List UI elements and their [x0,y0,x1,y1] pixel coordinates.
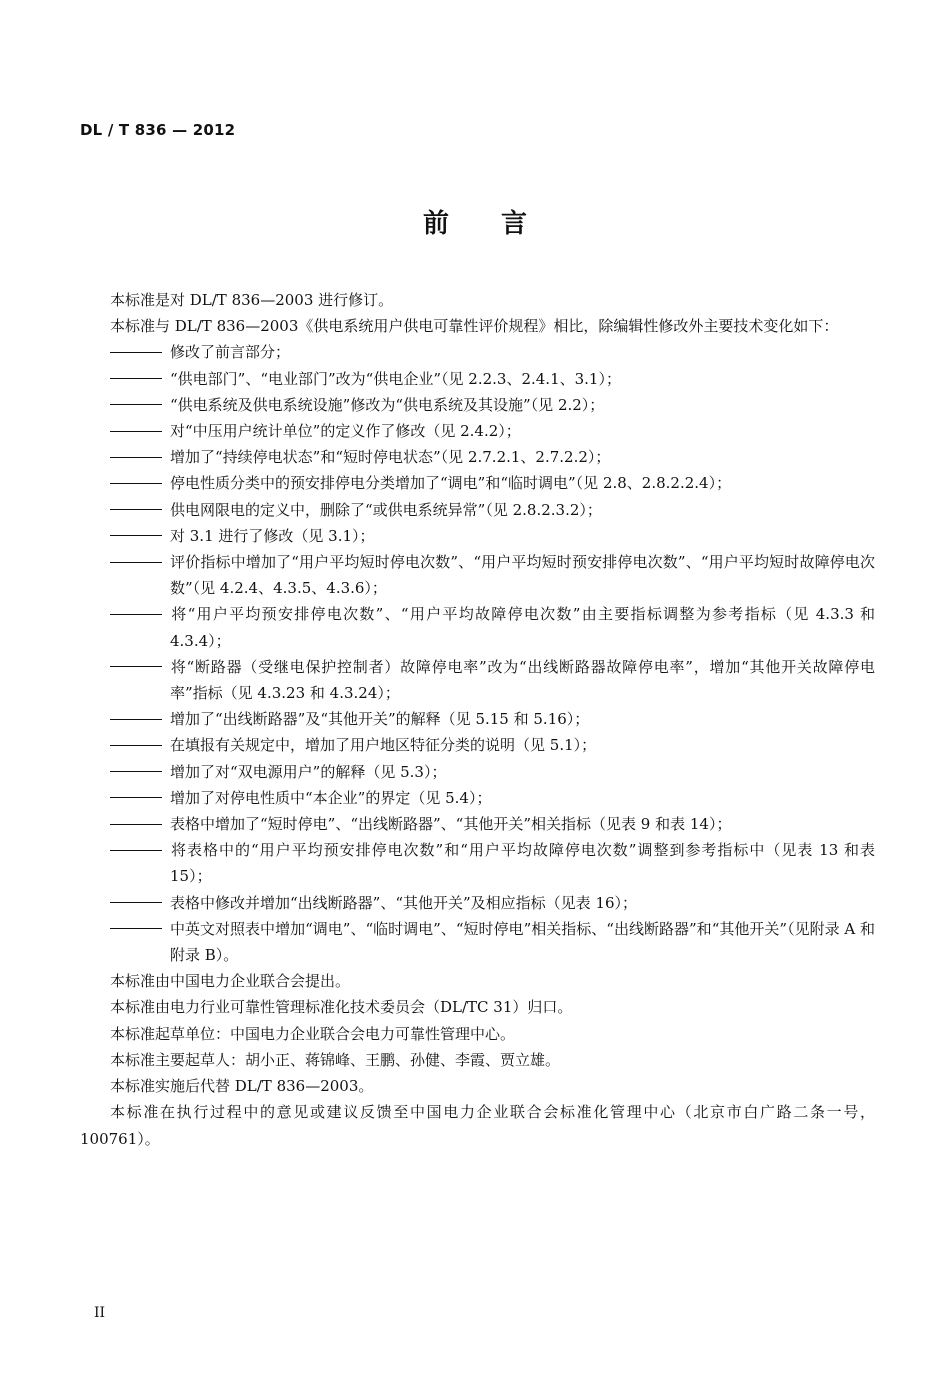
closing-paragraph: 本标准由中国电力企业联合会提出。 [110,972,351,991]
change-text: 将“断路器（受继电保护控制者）故障停电率”改为“出线断路器故障停电率”，增加“其他开关故障停电率”指标（见 4.3.23 和 4.3.24）； [170,657,875,703]
change-item [80,497,875,523]
change-item [80,392,875,418]
foreword-body [80,287,875,1152]
change-item [80,811,875,837]
intro-paragraph: 本标准是对 DL/T 836—2003 进行修订。 [110,291,394,309]
change-text: 增加了对“双电源用户”的解释（见 5.3）； [170,762,447,781]
change-item [80,418,875,444]
change-item [80,654,875,706]
closing-paragraph: 本标准在执行过程中的意见或建议反馈至中国电力企业联合会标准化管理中心（北京市白广路二条一号，100761）。 [80,1103,875,1148]
change-text: “供电系统及供电系统设施”修改为“供电系统及其设施”（见 2.2）； [170,395,605,414]
dash-marker [110,890,170,916]
dash-marker [110,470,170,496]
change-text: 将表格中的“用户平均预安排停电次数”和“用户平均故障停电次数”调整到参考指标中（见表 13 和表 15）； [170,841,875,886]
change-text: 评价指标中增加了“用户平均短时停电次数”、“用户平均短时预安排停电次数”、“用户平均短时故障停电次数”（见 4.2.4、4.3.5、4.3.6）； [170,553,875,598]
change-item [80,601,875,653]
change-text: 增加了“持续停电状态”和“短时停电状态”（见 2.7.2.1、2.7.2.2）； [170,448,611,467]
change-text: 供电网限电的定义中，删除了“或供电系统异常”（见 2.8.2.3.2）； [170,500,602,519]
dash-marker [110,732,170,758]
intro-paragraph: 本标准与 DL/T 836—2003《供电系统用户供电可靠性评价规程》相比，除编辑性修改外主要技术变化如下： [110,317,839,336]
dash-marker [110,444,170,470]
change-item [80,549,875,601]
dash-marker [110,759,170,785]
change-text: 表格中增加了“短时停电”、“出线断路器”、“其他开关”相关指标（见表 9 和表 14）； [170,815,732,834]
dash-marker [110,418,170,444]
change-item [80,916,875,968]
change-item [80,470,875,496]
change-text: 修改了前言部分； [170,343,291,362]
change-item [80,523,875,549]
dash-marker [110,366,170,392]
change-text: “供电部门”、“电业部门”改为“供电企业”（见 2.2.3、2.4.1、3.1）； [170,369,621,388]
change-text: 增加了对停电性质中“本企业”的界定（见 5.4）； [170,788,492,807]
change-item [80,785,875,811]
change-text: 对 3.1 进行了修改（见 3.1）； [170,526,375,545]
closing-paragraph: 本标准实施后代替 DL/T 836—2003。 [110,1077,374,1096]
closing-paragraph: 本标准主要起草人：胡小正、蒋锦峰、王鹏、孙健、李霞、贾立雄。 [110,1050,561,1069]
change-item [80,366,875,392]
dash-marker [110,549,170,575]
dash-marker [110,601,170,627]
dash-marker [110,523,170,549]
dash-marker [110,497,170,523]
change-text: 增加了“出线断路器”及“其他开关”的解释（见 5.15 和 5.16）； [170,710,590,729]
change-text: 停电性质分类中的预安排停电分类增加了“调电”和“临时调电”（见 2.8、2.8.2.2.4）； [170,474,732,493]
dash-marker [110,916,170,942]
change-text: 对“中压用户统计单位”的定义作了修改（见 2.4.2）； [170,422,521,441]
change-item [80,706,875,732]
change-text: 将“用户平均预安排停电次数”、“用户平均故障停电次数”由主要指标调整为参考指标（见 4.3.3 和 4.3.4）； [170,605,875,650]
change-text: 表格中修改并增加“出线断路器”、“其他开关”及相应指标（见表 16）； [170,893,638,912]
change-item [80,339,875,365]
change-item [80,890,875,916]
change-text: 在填报有关规定中，增加了用户地区特征分类的说明（见 5.1）； [170,736,597,755]
dash-marker [110,706,170,732]
dash-marker [110,339,170,365]
page-title: 前言 [422,209,579,239]
dash-marker [110,811,170,837]
closing-paragraph: 本标准起草单位：中国电力企业联合会电力可靠性管理中心。 [110,1024,516,1043]
document-code: DL / T 836 — 2012 [80,121,236,139]
change-item [80,444,875,470]
closing-paragraph: 本标准由电力行业可靠性管理标准化技术委员会（DL/TC 31）归口。 [110,998,573,1017]
dash-marker [110,392,170,418]
dash-marker [110,837,170,863]
change-list [80,339,875,968]
dash-marker [110,785,170,811]
page-number: II [94,1305,106,1321]
change-item [80,837,875,889]
change-item [80,732,875,758]
change-text: 中英文对照表中增加“调电”、“临时调电”、“短时停电”相关指标、“出线断路器”和“其他开关”（见附录 A 和附录 B）。 [170,919,875,965]
dash-marker [110,654,170,680]
change-item [80,759,875,785]
